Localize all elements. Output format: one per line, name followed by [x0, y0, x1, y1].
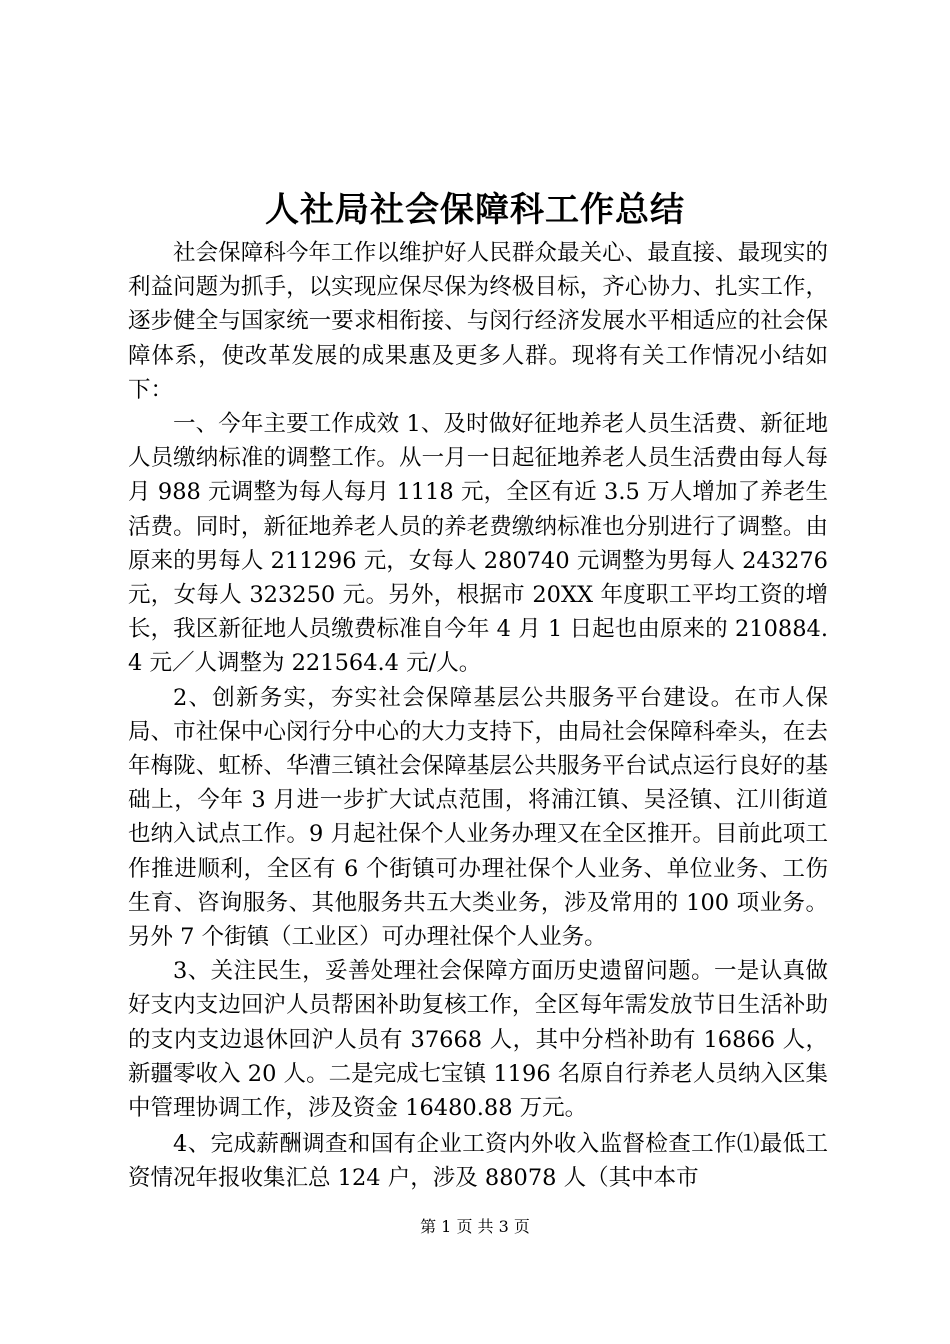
document-title: 人社局社会保障科工作总结: [265, 190, 685, 230]
document-body: [128, 236, 828, 1196]
paragraph-section-3: 3、关注民生，妥善处理社会保障方面历史遗留问题。一是认真做好支内支边回沪人员帮困补助复核工作，全区每年需发放节日生活补助的支内支边退休回沪人员有 37668 人，其中分档补助有 16866 人，新疆零收入 20 人。二是完成七宝镇 1196 名原自行养老人员纳入区集中管理协调工作，涉及资金 16480.88 万元。: [128, 958, 828, 1122]
paragraph-section-2: 2、创新务实，夯实社会保障基层公共服务平台建设。在市人保局、市社保中心闵行分中心的大力支持下，由局社会保障科牵头，在去年梅陇、虹桥、华漕三镇社会保障基层公共服务平台试点运行良好的基础上，今年 3 月进一步扩大试点范围，将浦江镇、吴泾镇、江川街道也纳入试点工作。9 月起社保个人业务办理又在全区推开。目前此项工作推进顺利，全区有 6 个街镇可办理社保个人业务、单位业务、工伤生育、咨询服务、其他服务共五大类业务，涉及常用的 100 项业务。另外 7 个街镇（工业区）可办理社保个人业务。: [128, 684, 828, 951]
paragraph-section-1: 一、今年主要工作成效 1、及时做好征地养老人员生活费、新征地人员缴纳标准的调整工作。从一月一日起征地养老人员生活费由每人每月 988 元调整为每人每月 1118 元，全区有近 3.5 万人增加了养老生活费。同时，新征地养老人员的养老费缴纳标准也分别进行了调整。由原来的男每人 211296 元，女每人 280740 元调整为男每人 243276 元，女每人 323250 元。另外，根据市 20XX 年度职工平均工资的增长，我区新征地人员缴费标准自今年 4 月 1 日起也由原来的 210884.4 元／人调整为 221564.4 元/人。: [128, 411, 828, 677]
page-footer: 第 1 页 共 3 页: [420, 1217, 530, 1236]
paragraph-section-4: 4、完成薪酬调查和国有企业工资内外收入监督检查工作⑴最低工资情况年报收集汇总 124 户，涉及 88078 人（其中本市: [128, 1131, 828, 1192]
paragraph-intro: 社会保障科今年工作以维护好人民群众最关心、最直接、最现实的利益问题为抓手，以实现应保尽保为终极目标，齐心协力、扎实工作，逐步健全与国家统一要求相衔接、与闵行经济发展水平相适应的社会保障体系，使改革发展的成果惠及更多人群。现将有关工作情况小结如下：: [128, 240, 828, 403]
